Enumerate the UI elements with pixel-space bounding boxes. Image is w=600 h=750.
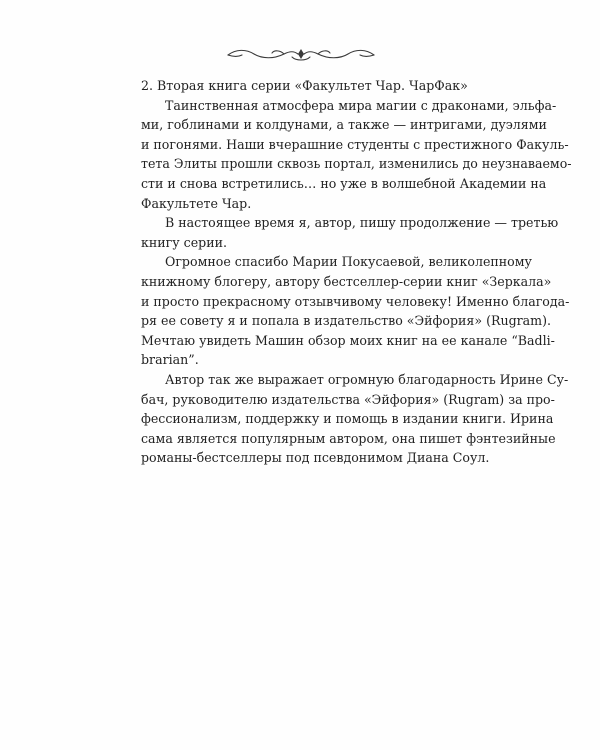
text-line: Факультете Чар. (141, 195, 252, 211)
text-line: романы-бестселлеры под псевдонимом Диана Соул. (141, 450, 490, 466)
list-item-heading (117, 76, 487, 96)
text-line: книгу серии. (141, 234, 228, 250)
paragraph-1 (117, 96, 572, 214)
text-line: книжному блогеру, автору бестселлер-серии книг «Зеркала» (141, 273, 552, 289)
text-line: brarian”. (141, 352, 199, 368)
text-line: и просто прекрасному отзывчивому человеку! Именно благода- (141, 293, 570, 309)
decorative-flourish-icon (224, 45, 378, 63)
text-line: бач, руководителю издательства «Эйфория» (Rugram) за про- (141, 391, 555, 407)
text-line: Автор так же выражает огромную благодарность Ирине Су- (165, 371, 569, 387)
text-line: Таинственная атмосфера мира магии с драконами, эльфа- (165, 97, 557, 113)
text-line: Мечтаю увидеть Машин обзор моих книг на ее канале “Badli- (141, 332, 555, 348)
text-line: Огромное спасибо Марии Покусаевой, великолепному (165, 254, 532, 270)
paragraph-3 (117, 252, 570, 370)
paragraph-2 (117, 213, 559, 252)
text-line: сама является популярным автором, она пишет фэнтезийные (141, 430, 556, 446)
text-line: ря ее совету я и попала в издательство «Эйфория» (Rugram). (141, 313, 552, 329)
page-text (117, 76, 572, 468)
text-line: ми, гоблинами и колдунами, а также — интригами, дуэлями (141, 117, 547, 133)
text-line: 2. Вторая книга серии «Факультет Чар. ЧарФак» (141, 78, 468, 93)
text-line: сти и снова встретились… но уже в волшебной Академии на (141, 175, 547, 191)
text-line: фессионализм, поддержку и помощь в издании книги. Ирина (141, 411, 554, 427)
text-line: В настоящее время я, автор, пишу продолжение — третью (165, 215, 559, 231)
text-line: и погонями. Наши вчерашние студенты с престижного Факуль- (141, 136, 569, 152)
text-line: тета Элиты прошли сквозь портал, изменились до неузнаваемо- (141, 156, 572, 172)
paragraph-4 (117, 370, 569, 468)
